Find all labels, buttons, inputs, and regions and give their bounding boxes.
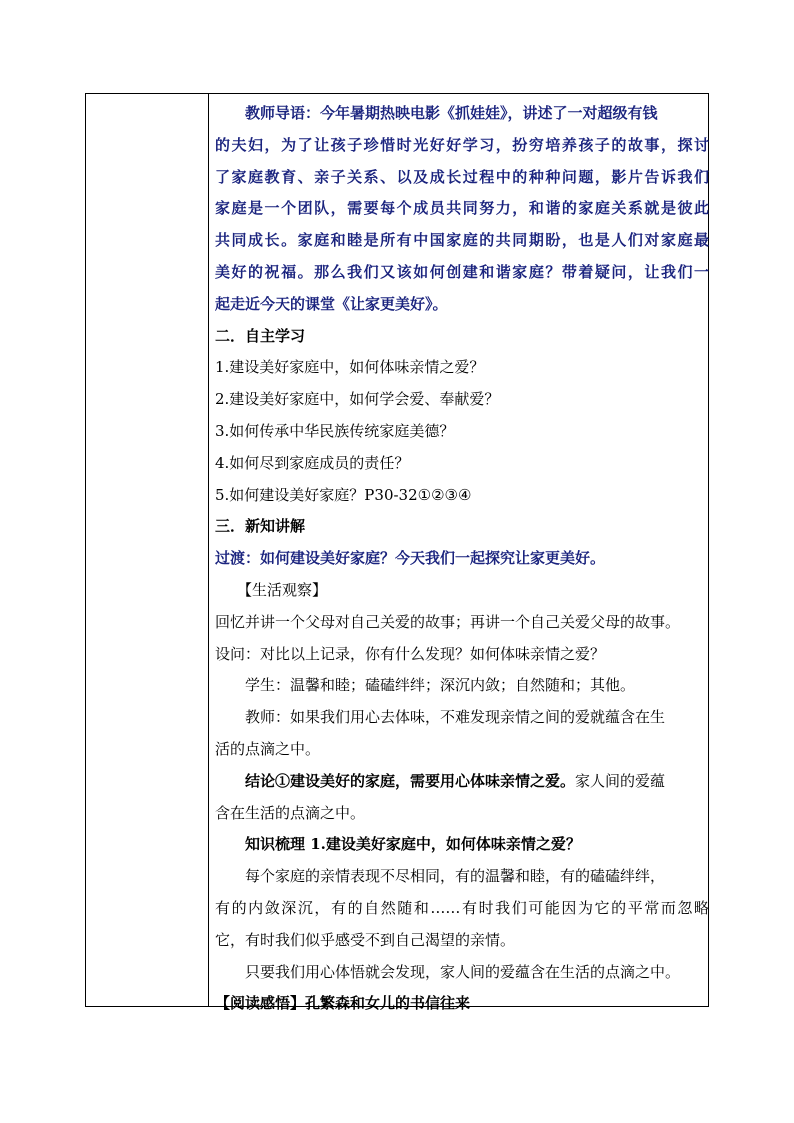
column-divider xyxy=(208,94,209,1006)
intro-line: 教师导语：今年暑期热映电影《抓娃娃》，讲述了一对超级有钱 xyxy=(245,104,658,122)
conclusion-bold: 结论①建设美好的家庭，需要用心体味亲情之爱。 xyxy=(245,771,576,790)
lesson-table xyxy=(85,93,709,1013)
recall-text: 回忆并讲一个父母对自己关爱的故事；再讲一个自己关爱父母的故事。 xyxy=(215,612,681,631)
knowledge-paragraph: 每个家庭的亲情表现不尽相同，有的温馨和睦，有的磕磕绊绊， xyxy=(245,867,666,886)
question-text: 设问：对比以上记录，你有什么发现？如何体味亲情之爱？ xyxy=(215,644,606,663)
conclusion-rest: 家人间的爱蕴 xyxy=(575,771,666,790)
section-heading: 二．自主学习 xyxy=(215,326,306,345)
teacher-text: 教师：如果我们用心去体味，不难发现亲情之间的爱就蕴含在生 xyxy=(245,708,666,727)
study-question: 5.如何建设美好家庭？P30-32①②③④ xyxy=(215,485,472,504)
student-answer: 学生：温馨和睦；磕磕绊绊；深沉内敛；自然随和；其他。 xyxy=(245,676,636,695)
knowledge-paragraph: 它，有时我们似乎感受不到自己渴望的亲情。 xyxy=(215,930,516,949)
conclusion-continued: 含在生活的点滴之中。 xyxy=(215,803,366,822)
observation-title: 【生活观察】 xyxy=(237,580,328,599)
knowledge-title: 知识梳理 1.建设美好家庭中，如何体味亲情之爱？ xyxy=(245,835,581,854)
transition-text: 过渡：如何建设美好家庭？今天我们一起探究让家更美好。 xyxy=(215,549,606,568)
reading-heading xyxy=(215,988,709,1020)
section-heading: 三．新知讲解 xyxy=(215,517,306,536)
study-question: 3.如何传承中华民族传统家庭美德？ xyxy=(215,421,455,440)
reading-label: 【阅读感悟】 xyxy=(215,994,306,1013)
intro-line: 起走近今天的课堂《让家更美好》。 xyxy=(215,294,448,313)
intro-line: 的夫妇，为了让孩子珍惜时光好好学习，扮穷培养孩子的故事，探讨 xyxy=(215,135,709,154)
study-question: 1.建设美好家庭中，如何体味亲情之爱？ xyxy=(215,358,485,377)
study-question: 2.建设美好家庭中，如何学会爱、奉献爱？ xyxy=(215,390,500,409)
study-question: 4.如何尽到家庭成员的责任？ xyxy=(215,453,410,472)
intro-line: 了家庭教育、亲子关系、以及成长过程中的种种问题，影片告诉我们 xyxy=(215,167,709,186)
knowledge-paragraph: 只要我们用心体悟就会发现，家人间的爱蕴含在生活的点滴之中。 xyxy=(245,962,681,981)
conclusion xyxy=(215,766,709,798)
knowledge-paragraph: 有的内敛深沉，有的自然随和……有时我们可能因为它的平常而忽略 xyxy=(215,898,709,917)
lesson-content xyxy=(215,98,709,1020)
intro-line: 美好的祝福。那么我们又该如何创建和谐家庭？带着疑问，让我们一 xyxy=(215,262,709,281)
teacher-text: 活的点滴之中。 xyxy=(215,739,321,758)
intro-line: 家庭是一个团队，需要每个成员共同努力，和谐的家庭关系就是彼此 xyxy=(215,199,709,218)
intro-line: 共同成长。家庭和睦是所有中国家庭的共同期盼，也是人们对家庭最 xyxy=(215,231,709,250)
reading-title: 孔繁森和女儿的书信往来 xyxy=(305,994,471,1013)
